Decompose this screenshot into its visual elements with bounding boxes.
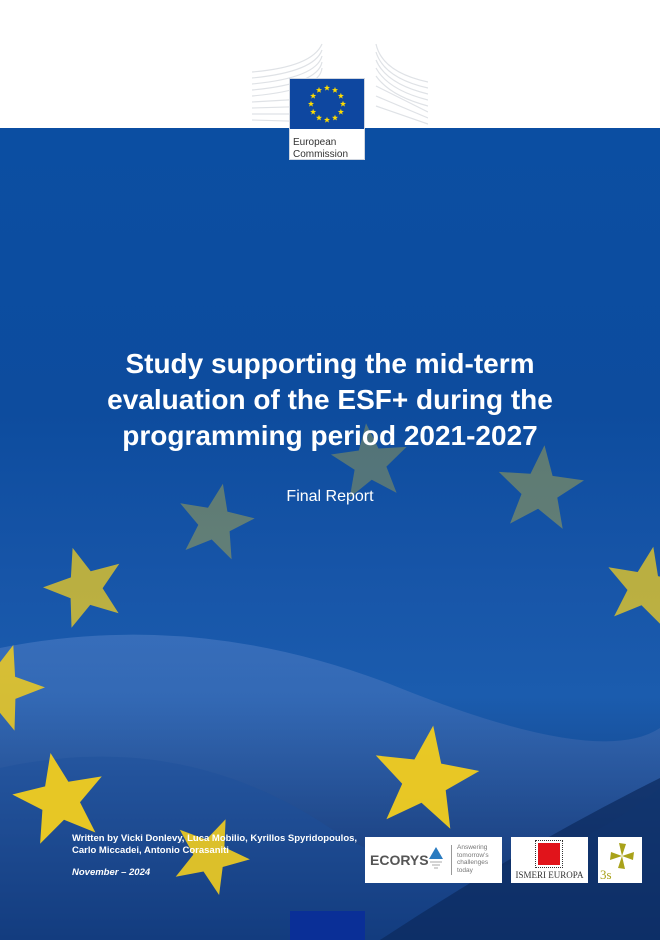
tagline-line: tomorrow's [457, 851, 489, 859]
bottom-blue-bar [290, 911, 365, 940]
title-line: evaluation of the ESF+ during the [107, 384, 553, 415]
tagline-line: today [457, 866, 473, 874]
publication-date: November – 2024 [72, 867, 151, 878]
3s-logo [598, 837, 642, 883]
ismeri-europa-logo [511, 837, 588, 883]
tagline-line: Answering [457, 844, 488, 851]
authors-line: Written by Vicki Donlevy, Luca Mobilio, Kyrillos Spyridopoulos, [72, 833, 358, 844]
logo-text-commission: Commission [293, 149, 349, 160]
ecorys-name: ECORYS [370, 852, 429, 868]
authors [72, 833, 372, 857]
authors-line: Carlo Miccadei, Antonio Corasaniti [72, 845, 229, 856]
logo-text-european: European [293, 137, 337, 148]
3s-name: 3s [600, 867, 612, 882]
flag-star [43, 548, 119, 628]
european-commission-logo [289, 78, 365, 160]
report-title [0, 346, 660, 454]
flag-star [608, 547, 660, 626]
tagline-line: challenges [457, 859, 489, 866]
title-line: Study supporting the mid-term [125, 348, 535, 379]
eu-flag-icon [290, 79, 364, 129]
ismeri-red-square-icon [538, 843, 560, 865]
ismeri-name: ISMERI EUROPA [515, 870, 584, 880]
report-subtitle: Final Report [286, 488, 374, 505]
eu-flag-wave-image [0, 128, 660, 940]
title-line: programming period 2021-2027 [122, 420, 538, 451]
ecorys-logo [365, 837, 502, 883]
ecorys-triangle-icon [429, 847, 443, 873]
